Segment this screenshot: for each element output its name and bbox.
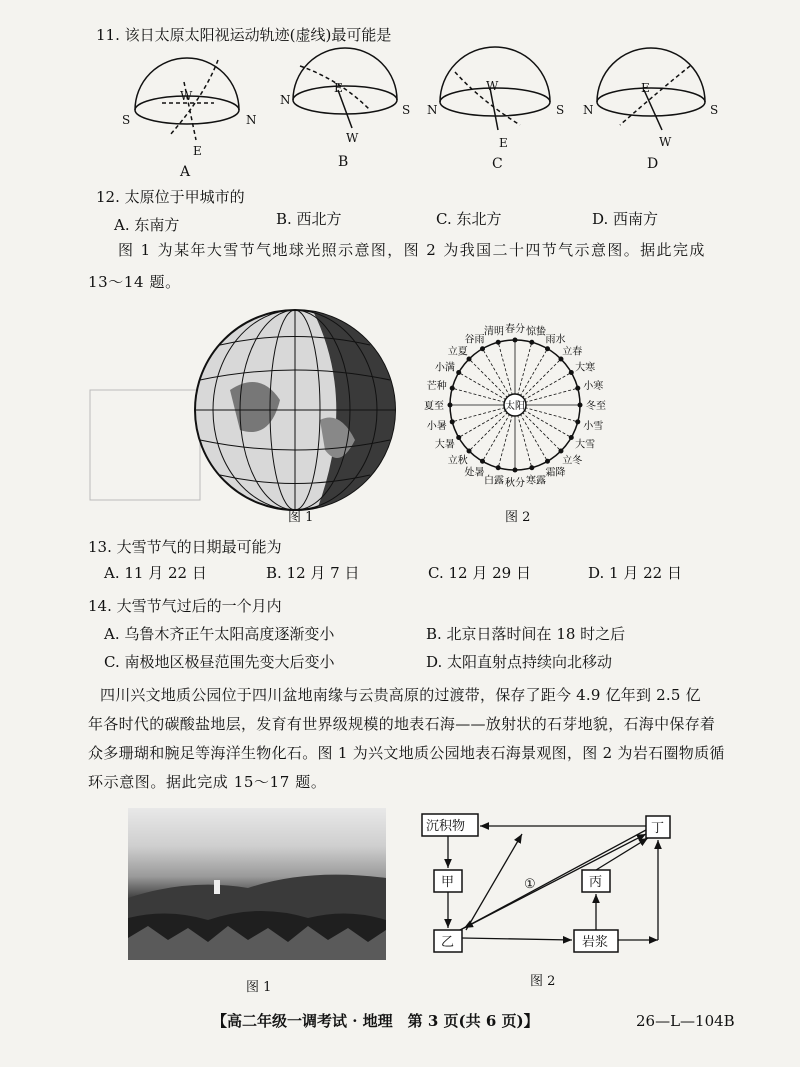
term-dot (450, 386, 455, 391)
q14-option-d: D. 太阳直射点持续向北移动 (426, 653, 613, 671)
q12-option-c: C. 东北方 (436, 210, 502, 228)
term-dot (456, 435, 461, 440)
footer-right: 26—L—104B (636, 1012, 735, 1030)
rock-marker: ① (524, 877, 536, 892)
q11b-letter: B (338, 154, 349, 170)
term-dot (545, 459, 550, 464)
term-label: 小雪 (583, 420, 604, 432)
term-dot (480, 346, 485, 351)
globe-figure (80, 300, 410, 535)
intro2-line4: 环示意图。据此完成 15～17 题。 (88, 773, 327, 791)
q11d-right: S (710, 103, 719, 117)
q11b-top: E (334, 81, 343, 95)
fig1-caption: 图 1 (288, 510, 314, 525)
rock-cycle-figure (410, 808, 690, 968)
q11a-right: N (246, 113, 257, 127)
q11c-top: W (486, 79, 499, 93)
term-dot (496, 340, 501, 345)
term-dot (450, 419, 455, 424)
term-dot (529, 465, 534, 470)
term-dot (480, 459, 485, 464)
q11d-left: N (583, 103, 594, 117)
intro2-line1: 四川兴文地质公园位于四川盆地南缘与云贵高原的过渡带，保存了距今 4.9 亿年到 2.5 亿 (100, 686, 701, 704)
term-label: 小暑 (426, 420, 447, 432)
intro1-line1: 图 1 为某年大雪节气地球光照示意图，图 2 为我国二十四节气示意图。据此完成 (118, 241, 706, 259)
q12-option-b: B. 西北方 (276, 210, 342, 228)
term-label: 冬至 (586, 401, 606, 412)
term-label: 雨水 (545, 334, 566, 346)
rock-bing: 丙 (589, 875, 603, 890)
q11d-bottom: W (659, 135, 672, 149)
term-dot (456, 370, 461, 375)
q11c-letter: C (492, 156, 503, 172)
term-dot (558, 448, 563, 453)
term-label: 霜降 (545, 467, 566, 479)
term-dot (569, 370, 574, 375)
q11a-letter: A (180, 164, 191, 180)
term-label: 白露 (484, 475, 505, 487)
q11a-left: S (122, 113, 131, 127)
q13-option-a: A. 11 月 22 日 (104, 564, 207, 582)
term-dot (513, 468, 518, 473)
term-dot (575, 386, 580, 391)
footer-left: 【高二年级一调考试 · 地理 第 3 页(共 6 页)】 (212, 1012, 539, 1030)
q14-option-c: C. 南极地区极昼范围先变大后变小 (104, 653, 335, 671)
q11d-letter: D (647, 156, 659, 172)
sun-label: 太阳 (505, 401, 525, 412)
term-dot (578, 403, 583, 408)
q13-option-d: D. 1 月 22 日 (588, 564, 682, 582)
q11d-top: E (641, 81, 650, 95)
rock-magma: 岩浆 (582, 935, 609, 950)
q13-option-b: B. 12 月 7 日 (266, 564, 360, 582)
term-label: 清明 (484, 326, 505, 338)
term-label: 芒种 (426, 381, 447, 393)
q11a-top: W (180, 89, 193, 103)
term-label: 立春 (562, 346, 583, 358)
term-label: 春分 (505, 324, 525, 335)
term-dot (575, 419, 580, 424)
term-label: 大寒 (575, 362, 596, 374)
rock-ding: 丁 (651, 821, 665, 836)
term-dot (569, 435, 574, 440)
term-dot (448, 403, 453, 408)
term-dot (529, 340, 534, 345)
term-label: 立夏 (447, 346, 468, 358)
solar-terms-figure (410, 305, 630, 505)
q11a-bottom: E (193, 144, 202, 158)
term-label: 谷雨 (464, 334, 485, 346)
fig2-caption: 图 2 (505, 510, 531, 525)
term-label: 惊蛰 (525, 326, 546, 338)
rock-sediment: 沉积物 (426, 819, 466, 834)
q11-diagrams (0, 0, 800, 180)
q12-option-d: D. 西南方 (592, 210, 659, 228)
stone-sea-photo (128, 808, 386, 960)
term-label: 寒露 (525, 475, 546, 487)
term-dot (545, 346, 550, 351)
q12-option-a: A. 东南方 (114, 216, 180, 234)
q13-option-c: C. 12 月 29 日 (428, 564, 531, 582)
rock-yi: 乙 (441, 935, 455, 950)
q11c-right: S (556, 103, 565, 117)
intro2-line3: 众多珊瑚和腕足等海洋生物化石。图 1 为兴文地质公园地表石海景观图，图 2 为岩石圈物质循 (88, 744, 725, 762)
q13-text: 13. 大雪节气的日期最可能为 (88, 538, 282, 556)
term-label: 处暑 (464, 467, 485, 479)
q11c-left: N (427, 103, 438, 117)
q11b-right: S (402, 103, 411, 117)
intro1-line2: 13～14 题。 (88, 273, 181, 291)
term-label: 大雪 (575, 439, 596, 451)
term-label: 夏至 (424, 401, 444, 412)
term-dot (496, 465, 501, 470)
q11-text: 11. 该日太原太阳视运动轨迹(虚线)最可能是 (96, 26, 392, 44)
rock-caption: 图 2 (530, 974, 556, 989)
q14-option-a: A. 乌鲁木齐正午太阳高度逐渐变小 (104, 625, 335, 643)
intro2-line2: 年各时代的碳酸盐地层，发育有世界级规模的地表石海——放射状的石芽地貌，石海中保存着 (88, 715, 716, 733)
term-label: 小寒 (583, 381, 604, 393)
q14-option-b: B. 北京日落时间在 18 时之后 (426, 625, 626, 643)
q11c-bottom: E (499, 136, 508, 150)
term-label: 立冬 (562, 455, 583, 467)
q14-text: 14. 大雪节气过后的一个月内 (88, 597, 282, 615)
term-label: 秋分 (505, 478, 525, 489)
term-label: 立秋 (447, 455, 468, 467)
term-dot (467, 448, 472, 453)
q11b-bottom: W (346, 131, 359, 145)
q11b-left: N (280, 93, 291, 107)
term-label: 大暑 (434, 439, 455, 451)
term-label: 小满 (434, 362, 455, 374)
photo-caption: 图 1 (246, 980, 272, 995)
q12-text: 12. 太原位于甲城市的 (96, 188, 245, 206)
term-dot (513, 338, 518, 343)
rock-jia: 甲 (441, 875, 455, 890)
